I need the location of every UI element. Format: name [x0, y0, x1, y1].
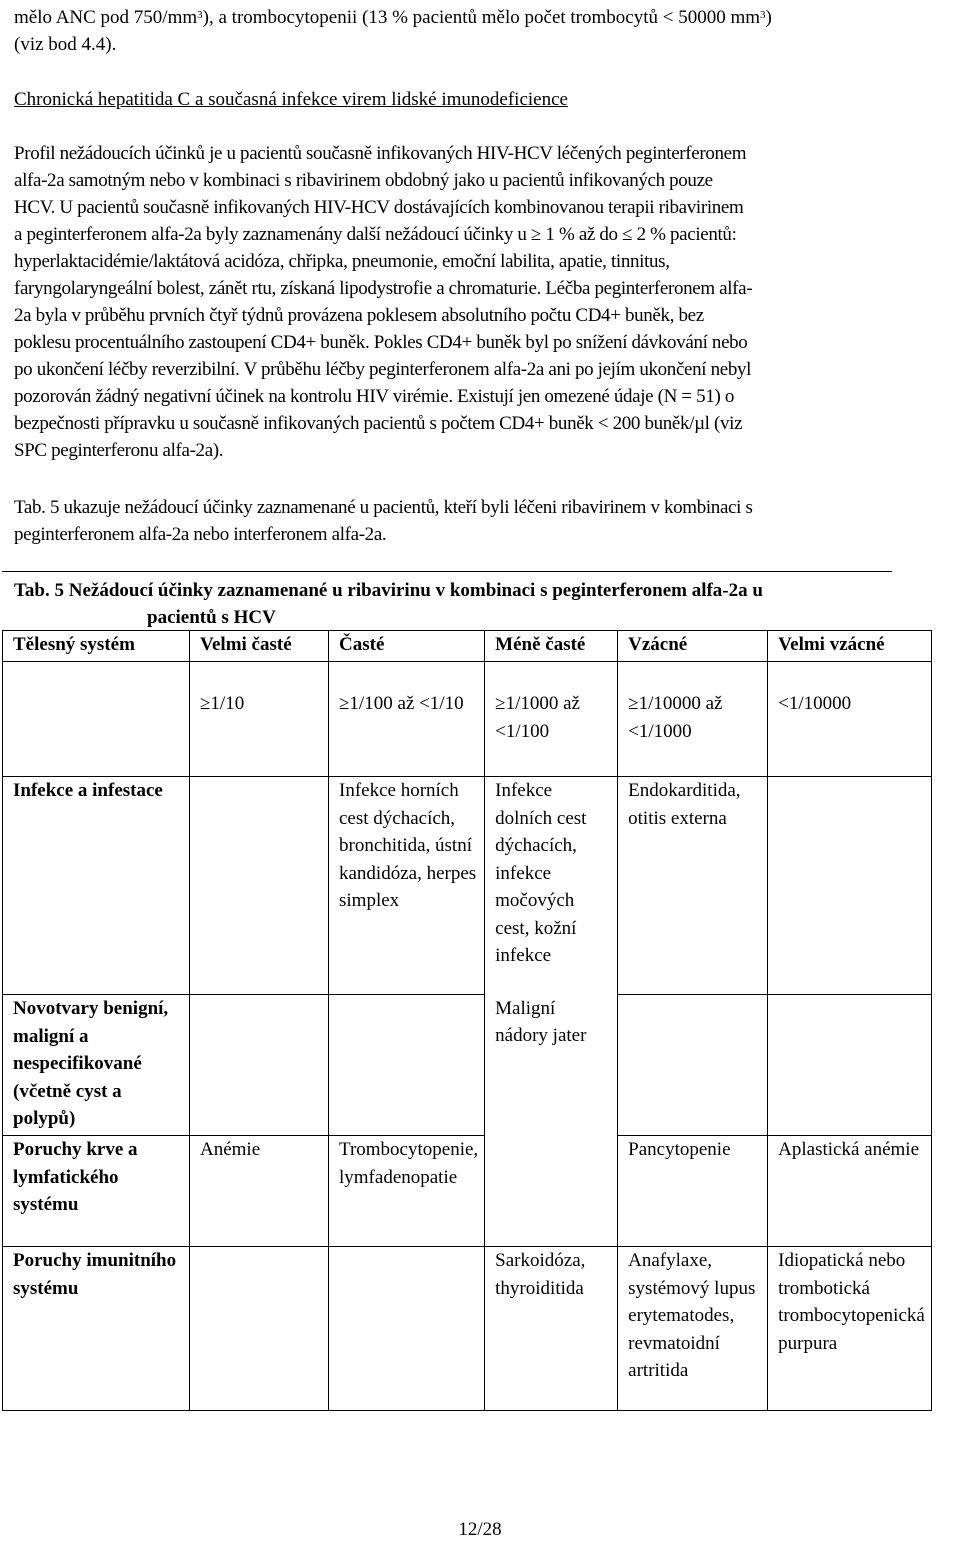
- text-line: pozorován žádný negativní účinek na kontrolu HIV virémie. Existují jen omezené údaje (N = 51) o: [14, 386, 735, 407]
- table-cell: [3, 662, 190, 777]
- table-cell: Infekce horních cest dýchacích, bronchitida, ústní kandidóza, herpes simplex: [329, 777, 485, 995]
- table-row: [3, 1136, 932, 1247]
- header-cell: Velmi časté: [190, 631, 329, 662]
- table-cell: [190, 995, 329, 1136]
- frequency-cell: ≥1/100 až <1/10: [329, 662, 485, 777]
- intro-text: (viz bod 4.4).: [14, 34, 117, 55]
- superscript: 3: [760, 9, 766, 21]
- table-caption: [14, 577, 954, 631]
- table-cell: Anafylaxe, systémový lupus erytematodes, revmatoidní artritida: [618, 1247, 768, 1411]
- table-cell: [768, 777, 932, 995]
- text-line: alfa-2a samotným nebo v kombinaci s ribavirinem obdobný jako u pacientů infikovaných pouze: [14, 170, 713, 191]
- intro-text: mělo ANC pod 750/mm: [14, 7, 198, 28]
- text-line: SPC peginterferonu alfa-2a).: [14, 440, 224, 461]
- text-line: Profil nežádoucích účinků je u pacientů současně infikovaných HIV-HCV léčených peginterferonem: [14, 143, 747, 164]
- table-cell: Maligní nádory jater: [485, 995, 618, 1136]
- text-line: hyperlaktacidémie/laktátová acidóza, chřipka, pneumonie, emoční labilita, apatie, tinnitus,: [14, 251, 670, 272]
- text-line: a peginterferonem alfa-2a byly zaznamenány další nežádoucí účinky u ≥ 1 % až do ≤ 2 % pacientů:: [14, 224, 737, 245]
- frequency-cell: <1/10000: [768, 662, 932, 777]
- system-cell: Novotvary benigní, maligní a nespecifikované (včetně cyst a polypů): [3, 995, 190, 1136]
- frequency-cell: ≥1/10: [190, 662, 329, 777]
- table-cell: [618, 995, 768, 1136]
- intro-text: ), a trombocytopenii (13 % pacientů mělo počet trombocytů < 50000 mm: [202, 7, 761, 28]
- table-row: [3, 1247, 932, 1411]
- table-cell: [329, 995, 485, 1136]
- caption-line: Tab. 5 Nežádoucí účinky zaznamenané u ribavirinu v kombinaci s peginterferonem alfa-2a u: [14, 580, 763, 601]
- frequency-row: [3, 662, 932, 777]
- table-cell: Trombocytopenie, lymfadenopatie: [329, 1136, 485, 1247]
- text-line: peginterferonem alfa-2a nebo interferonem alfa-2a.: [14, 524, 387, 545]
- system-cell: Poruchy krve a lymfatického systému: [3, 1136, 190, 1247]
- text-line: po ukončení léčby reverzibilní. V průběhu léčby peginterferonem alfa-2a ani po jejím ukončení nebyl: [14, 359, 752, 380]
- text-line: HCV. U pacientů současně infikovaných HIV-HCV dostávajících kombinovanou terapii ribavirinem: [14, 197, 744, 218]
- table-row: [3, 995, 932, 1136]
- intro-paragraph: [14, 4, 954, 58]
- table-cell: Pancytopenie: [618, 1136, 768, 1247]
- table-cell: Idiopatická nebo trombotická trombocytopenická purpura: [768, 1247, 932, 1411]
- table-row: [3, 777, 932, 995]
- table-cell: Infekce dolních cest dýchacích, infekce močových cest, kožní infekce: [485, 777, 618, 995]
- table-header-row: [3, 631, 932, 662]
- intro-text: ): [765, 7, 772, 28]
- text-line: bezpečnosti přípravku u současně infikovaných pacientů s počtem CD4+ buněk < 200 buněk/µl (viz: [14, 413, 743, 434]
- table-cell: [190, 1247, 329, 1411]
- frequency-cell: ≥1/1000 až <1/100: [485, 662, 618, 777]
- superscript: 3: [197, 9, 203, 21]
- page-number: 12/28: [458, 1519, 502, 1540]
- table-cell: Aplastická anémie: [768, 1136, 932, 1247]
- body-paragraph: [14, 494, 954, 548]
- text-line: poklesu procentuálního zastoupení CD4+ buněk. Pokles CD4+ buněk byl po snížení dávkování nebo: [14, 332, 748, 353]
- caption-rule: [2, 571, 892, 572]
- table-cell: Anémie: [190, 1136, 329, 1247]
- header-cell: Velmi vzácné: [768, 631, 932, 662]
- frequency-cell: ≥1/10000 až <1/1000: [618, 662, 768, 777]
- caption-line: pacientů s HCV: [147, 607, 276, 628]
- text-line: faryngolaryngeální bolest, zánět rtu, získaná lipodystrofie a chromaturie. Léčba peginterferonem alfa-: [14, 278, 753, 299]
- header-cell: Vzácné: [618, 631, 768, 662]
- table-cell: [485, 1136, 618, 1247]
- text-line: Tab. 5 ukazuje nežádoucí účinky zaznamenané u pacientů, kteří byli léčeni ribavirinem v kombinaci s: [14, 497, 753, 518]
- text-line: 2a byla v průběhu prvních čtyř týdnů provázena poklesem absolutního počtu CD4+ buněk, bez: [14, 305, 704, 326]
- table-cell: [190, 777, 329, 995]
- system-cell: Infekce a infestace: [3, 777, 190, 995]
- section-heading: Chronická hepatitida C a současná infekce virem lidské imunodeficience: [14, 89, 568, 110]
- body-paragraph: [14, 140, 954, 464]
- table-cell: [329, 1247, 485, 1411]
- header-cell: Časté: [329, 631, 485, 662]
- table-cell: [768, 995, 932, 1136]
- table-cell: Sarkoidóza, thyroiditida: [485, 1247, 618, 1411]
- table-cell: Endokarditida, otitis externa: [618, 777, 768, 995]
- header-cell: Tělesný systém: [3, 631, 190, 662]
- system-cell: Poruchy imunitního systému: [3, 1247, 190, 1411]
- adverse-effects-table: [2, 630, 932, 1411]
- header-cell: Méně časté: [485, 631, 618, 662]
